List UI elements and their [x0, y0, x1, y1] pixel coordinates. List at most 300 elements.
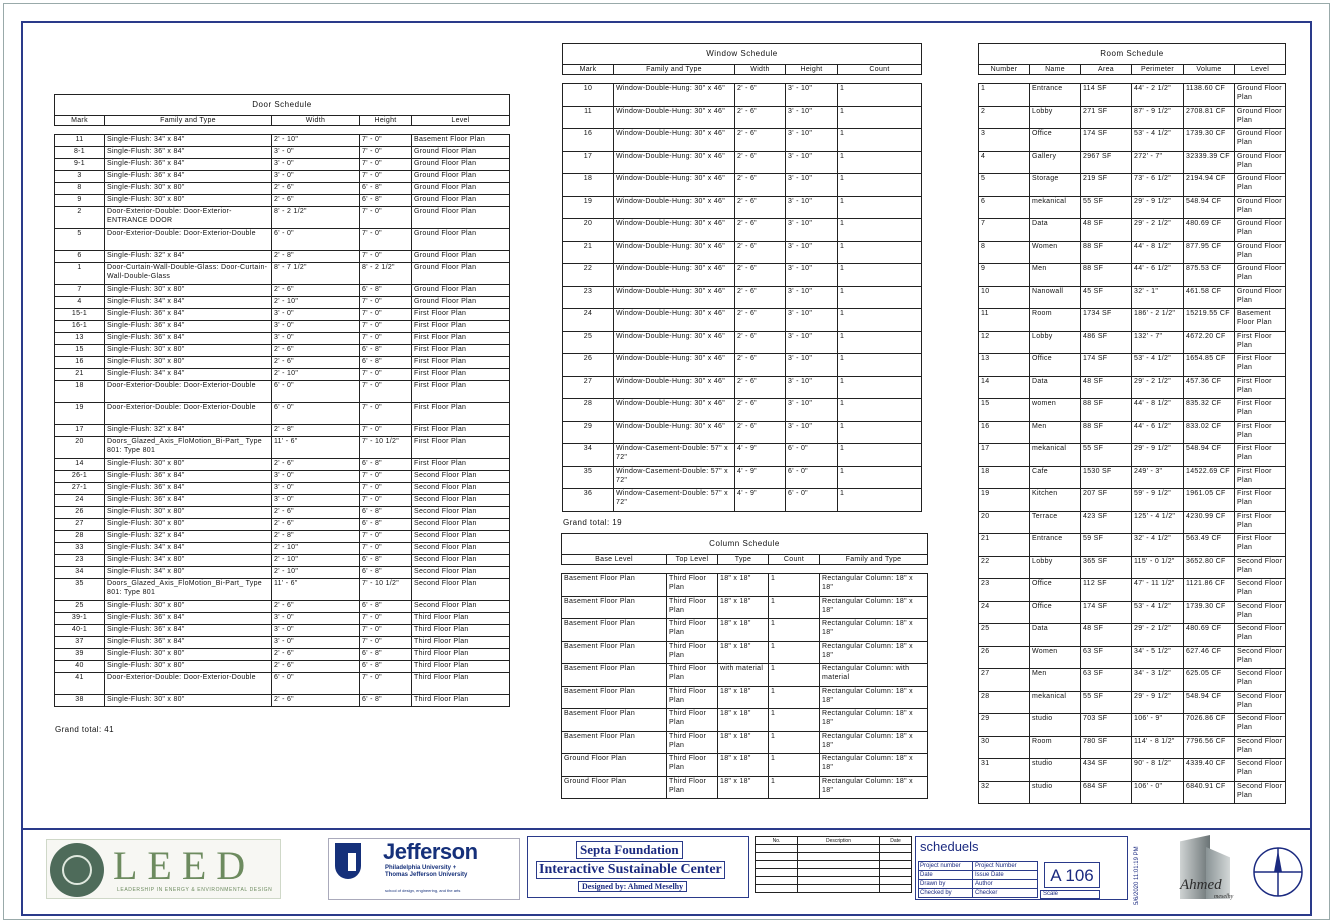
room-cell: mekanical: [1030, 691, 1081, 714]
room-cell: 44' - 8 1/2": [1132, 399, 1184, 422]
window-cell: 3' - 10": [786, 376, 838, 399]
leed-logo: [46, 839, 281, 899]
door-row: [55, 695, 510, 707]
info-value: Author: [972, 880, 993, 888]
door-cell: 6' - 0": [272, 229, 360, 251]
room-cell: First Floor Plan: [1235, 376, 1286, 399]
room-cell: 18: [979, 466, 1030, 489]
room-cell: Women: [1030, 646, 1081, 669]
room-cell: 174 SF: [1081, 601, 1132, 624]
door-row: [55, 321, 510, 333]
door-cell: 7' - 0": [360, 229, 412, 251]
room-cell: 88 SF: [1081, 421, 1132, 444]
column-cell: Third Floor Plan: [667, 641, 718, 664]
room-cell: 19: [979, 489, 1030, 512]
room-cell: 29' - 2 1/2": [1132, 219, 1184, 242]
room-cell: Office: [1030, 579, 1081, 602]
door-cell: 19: [55, 403, 105, 425]
window-cell: Window-Double-Hung: 30" x 46": [614, 331, 735, 354]
door-cell: 7' - 0": [360, 147, 412, 159]
door-cell: Second Floor Plan: [412, 543, 510, 555]
room-cell: Ground Floor Plan: [1235, 129, 1286, 152]
room-cell: First Floor Plan: [1235, 466, 1286, 489]
sheet-info-box: [915, 836, 1128, 900]
door-cell: Single-Flush: 36" x 84": [105, 159, 272, 171]
room-cell: mekanical: [1030, 444, 1081, 467]
room-cell: 125' - 4 1/2": [1132, 511, 1184, 534]
window-cell: Window-Double-Hung: 30" x 46": [614, 241, 735, 264]
window-cell: 3' - 10": [786, 151, 838, 174]
door-cell: 7' - 0": [360, 483, 412, 495]
door-cell: 6' - 8": [360, 183, 412, 195]
door-cell: Second Floor Plan: [412, 519, 510, 531]
door-cell: 8-1: [55, 147, 105, 159]
window-cell: 4' - 9": [735, 444, 786, 467]
door-cell: 16: [55, 357, 105, 369]
column-cell: 1: [769, 596, 820, 619]
room-cell: 13: [979, 354, 1030, 377]
door-cell: Single-Flush: 36" x 84": [105, 309, 272, 321]
room-cell: Second Floor Plan: [1235, 556, 1286, 579]
column-row: [562, 709, 928, 732]
room-cell: 55 SF: [1081, 196, 1132, 219]
column-cell: 18" x 18": [718, 776, 769, 799]
room-cell: 625.05 CF: [1184, 669, 1235, 692]
door-cell: Third Floor Plan: [412, 673, 510, 695]
window-cell: 24: [563, 309, 614, 332]
window-col-header: Height: [786, 65, 838, 75]
room-cell: Entrance: [1030, 84, 1081, 107]
column-cell: Rectangular Column: 18" x 18": [820, 619, 928, 642]
room-cell: 28: [979, 691, 1030, 714]
room-row: [979, 714, 1286, 737]
room-cell: 88 SF: [1081, 241, 1132, 264]
door-cell: 21: [55, 369, 105, 381]
room-cell: 114 SF: [1081, 84, 1132, 107]
door-cell: 20: [55, 437, 105, 459]
door-cell: 38: [55, 695, 105, 707]
info-label: Drawn by: [920, 881, 946, 887]
door-cell: 7' - 0": [360, 369, 412, 381]
door-cell: 28: [55, 531, 105, 543]
door-cell: Ground Floor Plan: [412, 263, 510, 285]
room-cell: 90' - 8 1/2": [1132, 759, 1184, 782]
window-cell: 6' - 0": [786, 444, 838, 467]
column-cell: 1: [769, 574, 820, 597]
door-cell: 7' - 0": [360, 625, 412, 637]
column-cell: Third Floor Plan: [667, 776, 718, 799]
door-cell: Second Floor Plan: [412, 483, 510, 495]
door-cell: Door-Exterior-Double: Door-Exterior-Double: [105, 403, 272, 425]
signature-sub: meselhy: [1214, 894, 1234, 900]
door-cell: 37: [55, 637, 105, 649]
door-cell: 13: [55, 333, 105, 345]
door-cell: Second Floor Plan: [412, 495, 510, 507]
door-cell: 2' - 10": [272, 297, 360, 309]
window-cell: 25: [563, 331, 614, 354]
door-cell: 7' - 0": [360, 673, 412, 695]
door-row: [55, 195, 510, 207]
column-cell: with material: [718, 664, 769, 687]
room-cell: Ground Floor Plan: [1235, 84, 1286, 107]
room-cell: 219 SF: [1081, 174, 1132, 197]
room-row: [979, 241, 1286, 264]
column-row: [562, 641, 928, 664]
window-cell: Window-Double-Hung: 30" x 46": [614, 84, 735, 107]
door-cell: 14: [55, 459, 105, 471]
jefferson-logo: [328, 838, 520, 900]
room-cell: 480.69 CF: [1184, 624, 1235, 647]
window-cell: 1: [838, 399, 922, 422]
info-value: Project Number: [972, 862, 1017, 870]
window-cell: 1: [838, 286, 922, 309]
door-row: [55, 601, 510, 613]
leed-wordmark: LEED: [113, 843, 256, 888]
window-cell: 2' - 6": [735, 399, 786, 422]
door-schedule: [54, 94, 510, 707]
door-col-header: Level: [412, 116, 510, 126]
door-cell: 7' - 0": [360, 159, 412, 171]
room-row: [979, 781, 1286, 804]
door-cell: Ground Floor Plan: [412, 159, 510, 171]
door-cell: 2' - 6": [272, 507, 360, 519]
door-cell: 26-1: [55, 471, 105, 483]
door-cell: 17: [55, 425, 105, 437]
column-cell: 18" x 18": [718, 596, 769, 619]
room-cell: 17: [979, 444, 1030, 467]
room-cell: First Floor Plan: [1235, 331, 1286, 354]
room-row: [979, 376, 1286, 399]
room-cell: 55 SF: [1081, 691, 1132, 714]
window-row: [563, 399, 922, 422]
room-cell: Second Floor Plan: [1235, 781, 1286, 804]
door-cell: Single-Flush: 34" x 84": [105, 135, 272, 147]
room-cell: 34' - 3 1/2": [1132, 669, 1184, 692]
door-row: [55, 171, 510, 183]
column-cell: 18" x 18": [718, 686, 769, 709]
column-schedule-header: [562, 555, 928, 565]
column-cell: Rectangular Column: 18" x 18": [820, 574, 928, 597]
door-cell: 8' - 2 1/2": [272, 207, 360, 229]
door-cell: Single-Flush: 36" x 84": [105, 637, 272, 649]
door-cell: Single-Flush: 34" x 84": [105, 297, 272, 309]
window-cell: 3' - 10": [786, 331, 838, 354]
window-cell: 3' - 10": [786, 174, 838, 197]
room-cell: Kitchen: [1030, 489, 1081, 512]
door-cell: Single-Flush: 30" x 80": [105, 459, 272, 471]
door-col-header: Height: [360, 116, 412, 126]
room-cell: 2: [979, 106, 1030, 129]
window-cell: Window-Double-Hung: 30" x 46": [614, 264, 735, 287]
window-row: [563, 466, 922, 489]
door-cell: Third Floor Plan: [412, 695, 510, 707]
door-cell: Second Floor Plan: [412, 567, 510, 579]
titleblock-divider: [21, 828, 1312, 830]
room-cell: Men: [1030, 669, 1081, 692]
room-cell: 23: [979, 579, 1030, 602]
room-cell: Ground Floor Plan: [1235, 264, 1286, 287]
room-cell: 114' - 8 1/2": [1132, 736, 1184, 759]
door-cell: 2' - 6": [272, 601, 360, 613]
door-cell: Second Floor Plan: [412, 555, 510, 567]
window-col-header: Count: [838, 65, 922, 75]
room-cell: 24: [979, 601, 1030, 624]
room-cell: 1739.30 CF: [1184, 601, 1235, 624]
window-cell: 3' - 10": [786, 196, 838, 219]
room-cell: 877.95 CF: [1184, 241, 1235, 264]
door-cell: Third Floor Plan: [412, 625, 510, 637]
room-cell: 1654.85 CF: [1184, 354, 1235, 377]
door-cell: First Floor Plan: [412, 437, 510, 459]
room-cell: 835.32 CF: [1184, 399, 1235, 422]
window-cell: 2' - 6": [735, 84, 786, 107]
window-cell: 3' - 10": [786, 106, 838, 129]
window-cell: 2' - 6": [735, 106, 786, 129]
door-cell: Single-Flush: 34" x 80": [105, 555, 272, 567]
room-cell: 63 SF: [1081, 669, 1132, 692]
room-cell: 2194.94 CF: [1184, 174, 1235, 197]
room-row: [979, 309, 1286, 332]
column-cell: 1: [769, 664, 820, 687]
door-cell: First Floor Plan: [412, 459, 510, 471]
door-row: [55, 543, 510, 555]
room-cell: Gallery: [1030, 151, 1081, 174]
room-cell: Second Floor Plan: [1235, 646, 1286, 669]
door-row: [55, 673, 510, 695]
room-cell: Room: [1030, 309, 1081, 332]
info-value: Checker: [972, 889, 997, 897]
window-cell: 2' - 6": [735, 151, 786, 174]
room-cell: 174 SF: [1081, 129, 1132, 152]
door-cell: 6' - 0": [272, 673, 360, 695]
signature: Ahmed: [1180, 877, 1222, 893]
door-cell: 11' - 6": [272, 437, 360, 459]
door-row: [55, 135, 510, 147]
door-cell: First Floor Plan: [412, 381, 510, 403]
room-cell: Women: [1030, 241, 1081, 264]
column-row: [562, 596, 928, 619]
door-cell: 2' - 6": [272, 519, 360, 531]
door-cell: 7' - 0": [360, 613, 412, 625]
window-row: [563, 84, 922, 107]
door-cell: Basement Floor Plan: [412, 135, 510, 147]
column-cell: Basement Floor Plan: [562, 641, 667, 664]
column-row: [562, 619, 928, 642]
door-cell: First Floor Plan: [412, 403, 510, 425]
door-cell: Ground Floor Plan: [412, 171, 510, 183]
column-cell: Third Floor Plan: [667, 731, 718, 754]
door-cell: 40: [55, 661, 105, 673]
window-cell: Window-Double-Hung: 30" x 46": [614, 219, 735, 242]
room-cell: studio: [1030, 759, 1081, 782]
room-cell: Office: [1030, 354, 1081, 377]
window-row: [563, 196, 922, 219]
column-cell: Third Floor Plan: [667, 664, 718, 687]
door-row: [55, 251, 510, 263]
door-row: [55, 381, 510, 403]
door-cell: 27-1: [55, 483, 105, 495]
scale-label: Scale: [1040, 890, 1100, 899]
window-cell: 21: [563, 241, 614, 264]
room-cell: 423 SF: [1081, 511, 1132, 534]
window-cell: 1: [838, 174, 922, 197]
room-cell: 1961.05 CF: [1184, 489, 1235, 512]
window-row: [563, 421, 922, 444]
room-cell: 548.94 CF: [1184, 691, 1235, 714]
room-cell: 4672.20 CF: [1184, 331, 1235, 354]
door-cell: 33: [55, 543, 105, 555]
door-cell: Single-Flush: 34" x 84": [105, 543, 272, 555]
column-cell: 1: [769, 686, 820, 709]
door-cell: 7' - 0": [360, 471, 412, 483]
door-row: [55, 425, 510, 437]
room-cell: 461.58 CF: [1184, 286, 1235, 309]
door-cell: 35: [55, 579, 105, 601]
room-schedule-title: Room Schedule: [978, 43, 1286, 64]
door-row: [55, 613, 510, 625]
room-cell: 32' - 1": [1132, 286, 1184, 309]
window-cell: 3' - 10": [786, 286, 838, 309]
door-cell: 7' - 10 1/2": [360, 437, 412, 459]
door-cell: Second Floor Plan: [412, 579, 510, 601]
door-col-header: Mark: [55, 116, 105, 126]
window-row: [563, 129, 922, 152]
door-cell: First Floor Plan: [412, 309, 510, 321]
window-cell: Window-Double-Hung: 30" x 46": [614, 354, 735, 377]
room-cell: Second Floor Plan: [1235, 579, 1286, 602]
column-cell: 18" x 18": [718, 731, 769, 754]
door-row: [55, 483, 510, 495]
room-cell: 2967 SF: [1081, 151, 1132, 174]
door-cell: Single-Flush: 36" x 84": [105, 613, 272, 625]
door-cell: 6' - 0": [272, 403, 360, 425]
window-cell: 4' - 9": [735, 489, 786, 512]
door-cell: 25: [55, 601, 105, 613]
window-cell: Window-Casement-Double: 57" x 72": [614, 466, 735, 489]
door-cell: Third Floor Plan: [412, 613, 510, 625]
door-row: [55, 661, 510, 673]
project-client: Septa Foundation: [576, 841, 683, 859]
column-cell: Basement Floor Plan: [562, 664, 667, 687]
column-cell: Rectangular Column: 18" x 18": [820, 641, 928, 664]
room-cell: women: [1030, 399, 1081, 422]
door-cell: Single-Flush: 34" x 84": [105, 369, 272, 381]
door-cell: 9-1: [55, 159, 105, 171]
door-cell: Single-Flush: 36" x 84": [105, 483, 272, 495]
info-checked-by: [918, 888, 1038, 898]
door-cell: 40-1: [55, 625, 105, 637]
room-cell: 88 SF: [1081, 264, 1132, 287]
door-cell: 2' - 10": [272, 543, 360, 555]
door-cell: 7' - 0": [360, 321, 412, 333]
door-cell: Ground Floor Plan: [412, 285, 510, 297]
window-cell: 1: [838, 106, 922, 129]
door-cell: 2' - 6": [272, 345, 360, 357]
room-cell: 457.36 CF: [1184, 376, 1235, 399]
room-row: [979, 129, 1286, 152]
door-cell: 6' - 8": [360, 519, 412, 531]
room-row: [979, 399, 1286, 422]
column-cell: Basement Floor Plan: [562, 686, 667, 709]
door-row: [55, 459, 510, 471]
room-cell: 44' - 6 1/2": [1132, 421, 1184, 444]
door-cell: 6' - 0": [272, 381, 360, 403]
door-cell: 6' - 8": [360, 567, 412, 579]
room-cell: Cafe: [1030, 466, 1081, 489]
room-cell: 1530 SF: [1081, 466, 1132, 489]
window-cell: 4' - 9": [735, 466, 786, 489]
column-row: [562, 776, 928, 799]
room-cell: 48 SF: [1081, 376, 1132, 399]
room-cell: 112 SF: [1081, 579, 1132, 602]
door-cell: Second Floor Plan: [412, 531, 510, 543]
door-cell: Door-Curtain-Wall-Double-Glass: Door-Curtain-Wall-Double-Glass: [105, 263, 272, 285]
door-cell: 2' - 10": [272, 555, 360, 567]
door-row: [55, 437, 510, 459]
window-cell: 3' - 10": [786, 129, 838, 152]
door-cell: 7' - 0": [360, 495, 412, 507]
door-row: [55, 229, 510, 251]
door-cell: 15-1: [55, 309, 105, 321]
window-cell: 1: [838, 421, 922, 444]
door-cell: Third Floor Plan: [412, 637, 510, 649]
window-cell: 2' - 6": [735, 129, 786, 152]
room-cell: Storage: [1030, 174, 1081, 197]
window-cell: 3' - 10": [786, 219, 838, 242]
room-cell: Second Floor Plan: [1235, 714, 1286, 737]
window-cell: 26: [563, 354, 614, 377]
room-row: [979, 624, 1286, 647]
room-cell: First Floor Plan: [1235, 444, 1286, 467]
column-cell: Basement Floor Plan: [562, 596, 667, 619]
window-cell: 1: [838, 331, 922, 354]
column-col-header: Type: [718, 555, 769, 565]
door-cell: Single-Flush: 36" x 84": [105, 471, 272, 483]
window-row: [563, 286, 922, 309]
door-cell: 2' - 6": [272, 195, 360, 207]
room-cell: 106' - 0": [1132, 781, 1184, 804]
door-cell: Ground Floor Plan: [412, 195, 510, 207]
jefferson-sub-line-1: Philadelphia University +: [385, 865, 457, 871]
door-cell: 34: [55, 567, 105, 579]
revision-date-header: Date: [880, 837, 912, 845]
door-cell: 3: [55, 171, 105, 183]
room-cell: Entrance: [1030, 534, 1081, 557]
info-label: Checked by: [920, 890, 952, 896]
room-cell: 6: [979, 196, 1030, 219]
column-cell: Basement Floor Plan: [562, 731, 667, 754]
jefferson-footer: school of design, engineering, and the arts: [385, 888, 461, 893]
door-row: [55, 333, 510, 345]
door-cell: 6' - 8": [360, 285, 412, 297]
room-cell: 15219.55 CF: [1184, 309, 1235, 332]
room-cell: 875.53 CF: [1184, 264, 1235, 287]
column-cell: Third Floor Plan: [667, 686, 718, 709]
window-cell: 1: [838, 264, 922, 287]
window-cell: 29: [563, 421, 614, 444]
column-cell: Rectangular Column: 18" x 18": [820, 776, 928, 799]
window-row: [563, 309, 922, 332]
room-row: [979, 264, 1286, 287]
door-cell: 2' - 10": [272, 369, 360, 381]
window-cell: 19: [563, 196, 614, 219]
window-cell: 18: [563, 174, 614, 197]
plot-timestamp: 5/6/2020 11:01:19 PM: [1134, 846, 1140, 905]
room-row: [979, 691, 1286, 714]
window-cell: 2' - 6": [735, 196, 786, 219]
door-row: [55, 159, 510, 171]
room-cell: 480.69 CF: [1184, 219, 1235, 242]
